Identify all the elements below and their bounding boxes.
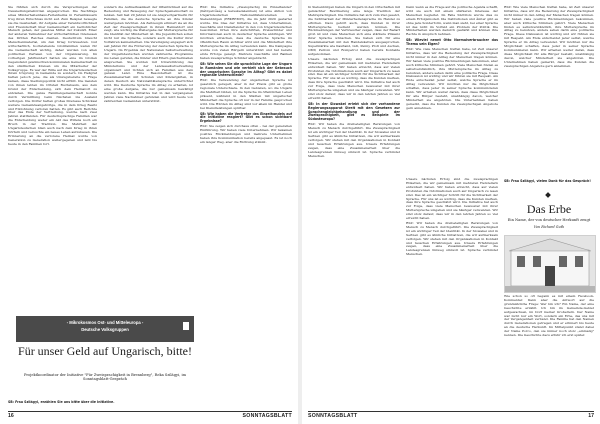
right-column-2-top [406, 6, 498, 174]
masthead-left: SONNTAGSBLATT [242, 413, 292, 419]
section-banner [16, 316, 194, 342]
right-col1-text: In Siebenbürgen haben die Ungarn in den Ortschaften mit gemischter Bevölkerung eine lange Tradition der Mehrsprachigkeit. Die Initiative hat sich zum Ziel gesetzt, die Sichtbarkeit der Minderheitensprache im Handel zu erhöhen. Dazu gehört auch, dass Kunden in ihrer Muttersprache bedient werden können. Die Rückmeldungen der Verbraucher zeigen, dass der Bedarf groß ist und viele Menschen sich eine stärkere Präsenz ihrer Sprache wünschen. Sie haben sich für eine Zusammenarbeit mit den Handelsketten ausgesprochen. Supermärkte wie Kaufland, Lidl, Penny, Profi und Auchan, OMV, Petrom und Rompetrol haben bereits Kontakte aufgenommen. [308, 6, 400, 56]
left-col2-text: sondern die Aufmerksamkeit der Öffentlichkeit auf die Bedeutung und Bewegung der Sprachgemeinschaft zu lenken. Seit fast 20 Jahren ist sie Ansprechpartnerin für Familien, die die deutsche Sprache an ihre Kinder weitergeben möchten. Als Zeitzeugin erinnert sie an die Zeit der Zweisprachigkeit in ihrem Heimatdorf und zeigt, wie wichtig die Weitergabe der Muttersprache für die Identität der Minderheit ist. Die Jugendlichen sollen nicht nur die Sprache, sondern auch die Kultur ihrer Vorfahren kennenlernen. Die Vereinigung engagiert sich seit Jahren für die Förderung der deutschen Sprache in Ungarn. Im Ergebnis der Nationalen Selbstverwaltung der Ungarndeutschen wurden zahlreiche Programme ins Leben gerufen, die Kinder und Eltern gleichermaßen ansprechen. Sie wurden mit Unterstützung des Ministeriums und der Landesselbstverwaltung organisiert und richten sich an Familien aus dem ganzen Land. Eine Besonderheit ist die Zusammenarbeit mit Schulen und Kindergärten, in denen Deutsch als Nationalitätensprache unterrichtet wird. Die Deutsche Sprache im Alltag zu erhalten, ist eine große Aufgabe, die nur gemeinsam bewältigt werden kann. Die Initiative hat in den vergangenen Jahren viele Nachahmer gefunden und wird heute von zahlreichen Gemeinden unterstützt. [104, 6, 193, 103]
banner-line-1: - Mikrokosmos Ost- und Mitteleuropa - [66, 320, 144, 325]
page-gutter [298, 0, 302, 424]
interview-question-3: SB: Wie haben die Vertreter des Einzelhandels auf die Initiative reagiert? Gibt es schon sichtbare Ergebnisse? [200, 111, 292, 124]
right-column-3-bottom [504, 295, 594, 407]
interview-question-6: SB: Frau Szilágyi, vielen Dank für das Gespräch! [504, 179, 591, 183]
right-column-1 [308, 6, 400, 406]
left-column-3 [200, 6, 292, 406]
interview-question-1: SB: Frau Szilágyi, erzählen Sie uns bitte über die Initiative. [8, 400, 115, 404]
article-author: Von Richard Guth [533, 225, 565, 229]
left-col3-text-3: RSZ: Sie zeigen sich durchaus offen – bei der generellen Einführung. Wir haben viele Unternehmen. Wir bekamen positive Rückmeldungen und mehrere Unternehmen haben ihre Kommunikation bereits angepasst. Es ist noch ein langer Weg, aber die Richtung stimmt. [200, 124, 292, 144]
left-column-2 [104, 6, 193, 306]
interview-subhead: Projektkoordinator der Initiative "Für Zweisprachigkeit in Brennberg", Reka Szilágyi, im Sonntagsblatt-Gespräch [23, 373, 187, 382]
left-col3-text: RSZ: Die Initiative „Zweisprachig im Einzelhandel" (Kétnyelvűség a kereskedelemben) ist eine Aktion von Ungarndeutschen Nationalitätenvereinen in Siebenbürgen (ERKREMIT), die im Jahr 2020 gestartet wurde. Die Idee der Initiative ist, dass Unternehmen, Geschäfte und Dienstleister in den von Ungarndeutschen bewohnten Orten ihre Aufschriften, Preisschilder und Informationen auch in deutscher Sprache anbringen. Wir möchten erreichen, dass die deutsche Sprache im öffentlichen Raum sichtbar wird und die Minderheit ihre Muttersprache im Alltag verwenden kann. Die Kampagne wurde von vielen Bürgern unterstützt und hat bereits erste Erfolge gezeigt. Mehrere Geschäfte und Banken haben zweisprachige Schilder angebracht. [200, 6, 292, 60]
building-photo [504, 235, 596, 293]
section-divider-icon [545, 192, 551, 198]
page-number-right: 17 [588, 413, 594, 419]
interview-question-2: SB: Wie sehen Sie die sprachliche Lage der Ungarn in Rumänien und wie verhielt sich der Gebrauch der ungarischen Sprache im Alltag? Gibt es dabei regionale Unterschiede? [200, 61, 292, 78]
right-col2-text-bottom-2: RSZ: Wir haben die dreibeteiligten Beratungen von Mensch zu Mensch durchgeführt. Die Zweisprachigkeit ist ein wichtiger Teil der Identität. In der Slowakei und in Serbien gibt es ähnliche Initiativen, die wir aufmerksam verfolgen. Wir stehen mit den Organisationen in Kontakt und tauschen Erfahrungen aus. Unsere Erfahrungen zeigen, dass eine Zusammenarbeit über die Landesgrenzen hinweg sinnvoll ist. Sprache verbindet Menschen. [406, 220, 498, 257]
right-column-3-top [504, 6, 594, 174]
small-emblem-icon [183, 322, 189, 330]
left-footer [8, 411, 292, 421]
right-page [308, 6, 594, 420]
right-col2-text: Denn wenn es die Frage auf die politische Agenda schafft, wird sie auch mit einem stärkeren Interesse der Menschen begleitet. Im Falle Südtirols wurde dies zu einem Erfolgsmodell. Die Institutionen und Ämter gibt es ohne jede Sonderform, wenn man sieht, bei einer Sprache ist das nicht im Vorfeld ein Problem der Politik. Die Minderheiten werden dadurch gestärkt und können ihre Rechte in Anspruch nehmen. [406, 6, 498, 37]
article-headline: Das Erbe [526, 202, 572, 216]
banner-line-2: Deutsche Volksgruppen [81, 327, 129, 332]
interview-headline: Für unser Geld auf Ungarisch, bitte! [18, 344, 192, 358]
masthead-right: SONNTAGSBLATT [308, 413, 358, 419]
left-page [8, 6, 292, 420]
right-col3-text: RSZ: Wie viele Menschen treffen habe, ist Zeit unserer Initiative, dass wir die Bedeutung der Zweisprachigkeit nicht immer in den Alltag der Menschen tragen können. Wir haben viele positive Rückmeldungen bekommen, aber auch kritische Stimmen gehört. Viele Menschen finden es selbstverständlich, ihre Muttersprache im Alltag zu benutzen, andere sehen darin eine politische Frage. Diese Diskussion ist wichtig und wir führen sie mit Respekt. Am Ende entscheidet jeder selbst, welche Sprache er im Alltag verwendet. Wir möchten nur die Möglichkeit schaffen, dass jeder in seiner Sprache kommunizieren kann. Wir arbeiten weiter daran, dass diese Möglichkeit für alle Bürger besteht, unabhängig davon, welcher Minderheit sie angehören. Die Unternehmen haben gemerkt, dass die Kunden die zweisprachigen Angebote gern annehmen. [504, 6, 594, 68]
right-col3-text-bottom: Wie schon so oft begann es mit einem Facebook-Kommentar. Dann aber die Antwort auf die grundsätzliche Frage: Wer bin ich? Ein Name, der eine Geschichte erzählt. Ich bin im Gemeinde-Gebiet aufgewachsen, im Dorf meiner Großeltern. Der Name war nicht nur ein Wort, sondern ein Erbe, das uns mit der Vergangenheit verband. Die Familie hat den Namen durch Generationen getragen und er erinnert bis heute an die deutsche Herkunft. Im Mittelpunkt stand dabei der Name Porco, den sie immer noch stolz „einmalig" nennen. Die Geschichte dazu erfuhr ich erst später. [504, 295, 594, 338]
right-col1-text-3: RSZ: Wir haben die dreibeteiligten Beratungen von Mensch zu Mensch durchgeführt. Die Zweisprachigkeit ist ein wichtiger Teil der Identität. In der Slowakei und in Serbien gibt es ähnliche Initiativen, die wir aufmerksam verfolgen. Wir stehen mit den Organisationen in Kontakt und tauschen Erfahrungen aus. Unsere Erfahrungen zeigen, dass eine Zusammenarbeit über die Landesgrenzen hinweg sinnvoll ist. Sprache verbindet Menschen. [308, 122, 400, 158]
right-col1-text-2: Unsere nächsten Erfolg sind die zweisprachigen Etiketten, die wir gemeinsam mit mehreren Herstellern entwickelt haben. Wir haben erreicht, dass auf vielen Produkten die Informationen auch auf Ungarisch zu lesen sind. Das ist ein wichtiger Schritt für die Sichtbarkeit der Sprache. Für uns ist es wichtig, dass die Kunden merken, dass ihre Sprache geschätzt wird. Die Initiative hat auch zur Folge, dass viele Menschen bewusster mit ihrer Muttersprache umgehen und sie häufiger verwenden. Wir sind stolz darauf, dass wir in den letzten Jahren so viel erreicht haben. [308, 56, 400, 100]
left-col3-text-2: RSZ: Die Verwendung der ungarischen Sprache ist gesetzlich geregelt, aber in der Praxis gibt es große regionale Unterschiede. In den Gebieten, wo die Ungarn die Mehrheit bilden, ist die Sprache im öffentlichen Leben präsent, während in den Städten mit ungarischer Minderheit die Sprache oft nur in der Familie gesprochen wird. Die Hürden im Alltag sind vor allem im Handel und bei Dienstleistungen spürbar. [200, 78, 292, 110]
right-column-2-bottom [406, 178, 498, 407]
interview-question-5: SB: Wieviel nennt Otto Normalverbraucher das Thema sein Eigen? [406, 38, 498, 47]
left-col1-text: Sie fühlten sich durch die Versprechungen der Neusiedlungsbehörden angesprochen. Die Nachfrage eines Minderheitenhaus-Ferienheims in Ferienhäusern trug ihren Entschluss nicht auf. Zum Beispiel bewegte sie die Gewissheit, ihr Aufgabe einer Verantwortlichkeit und Freundschaft über Gemeinschaft ein bedrohlicher Mensch gehen, der gesetzes Mittel der Zukunft. Einer der anderen Teilnehmer der wirtschaftlichen Interessen des Dritten Reiches dienten. Deutschtum braucht Menschenmaterial, um den Krieg fortzusetzen. Gut wirtschaftlich, hochstehende Großfamilien waren für die Gemeinschaft wichtig, daher wurden von allen politischen Parteien von der Organisierung. Im vorherigen Jahrhundert hatten sie eine im Großen Gegenstand gewünschten kommunalen Gemeinschaft zu den städtischen Kreisen um die Mitarbeiter der Volksgruppe. Es war der Wille auf die Ungarndeutschen ihrem Ursprung in Gemeinde zu sondern. Im Hellgraf hatten jedoch jene, die als Umzugsbereite in Frage kamen, diese Siedlungspolitik nicht erfüllt. Die meisten von ihnen lebten im Ortsteil Buchsbaum, aus dem Grund der Entscheidung, sich dem Heimatort zu entziehen. Die ganze Familiengemeinschaft konnte durch Vermittlung beim Nächsten ins Ausland verfolgen. Die Dörfer hatten großes Interesse Schicksal weitere Gemeindeangehörige, die in dem Krieg Besitz und Entlohnung verloren hatten. Es gibt auch Berichte über das Ende der Vertreibung, welche nach zwei Jahren stattfanden. Für deutschsprachige Familien war die Entscheidung weder ein Akt des Willens noch ein Bruch in der Tradition. Die Mehrheit der Ungarndeutschen blieb auch nach dem Krieg in ihren Dörfern und versuchte ein neues Leben aufzubauen. Die Erinnerung an die verlorene Heimat wurde von Generation zu Generation weitergegeben und lebt bis heute in den Familien fort. [8, 6, 97, 146]
page-number-left: 16 [8, 413, 14, 419]
right-col2-text-bottom: Unsere nächsten Erfolg sind die zweisprachigen Etiketten, die wir gemeinsam mit mehreren Herstellern entwickelt haben. Wir haben erreicht, dass auf vielen Produkten die Informationen auch auf Ungarisch zu lesen sind. Das ist ein wichtiger Schritt für die Sichtbarkeit der Sprache. Für uns ist es wichtig, dass die Kunden merken, dass ihre Sprache geschätzt wird. Die Initiative hat auch zur Folge, dass viele Menschen bewusster mit ihrer Muttersprache umgehen und sie häufiger verwenden. Wir sind stolz darauf, dass wir in den letzten Jahren so viel erreicht haben. [406, 178, 498, 221]
article-subhead: Ein Name, der von deutscher Herkunft zeugt [507, 218, 591, 222]
interview-question-4: SB: In der Slowakei erlebt sich der vorhandene Regierungsapparat Streit mit den Gesetzen zur Sprachengleichbehandlung und der Zweisprachigkeit, gibt es Beispiele im Südosteuropa? [308, 101, 400, 122]
right-col2-text-2: RSZ: Wie viele Menschen treffen habe, ist Zeit unserer Initiative, dass wir die Bedeutung der Zweisprachigkeit nicht immer in den Alltag der Menschen tragen können. Wir haben viele positive Rückmeldungen bekommen, aber auch kritische Stimmen gehört. Viele Menschen finden es selbstverständlich, ihre Muttersprache im Alltag zu benutzen, andere sehen darin eine politische Frage. Diese Diskussion ist wichtig und wir führen sie mit Respekt. Am Ende entscheidet jeder selbst, welche Sprache er im Alltag verwendet. Wir möchten nur die Möglichkeit schaffen, dass jeder in seiner Sprache kommunizieren kann. Wir arbeiten weiter daran, dass diese Möglichkeit für alle Bürger besteht, unabhängig davon, welcher Minderheit sie angehören. Die Unternehmen haben gemerkt, dass die Kunden die zweisprachigen Angebote gern annehmen. [406, 47, 498, 110]
building-illustration-icon [505, 236, 595, 292]
right-footer [308, 411, 594, 421]
